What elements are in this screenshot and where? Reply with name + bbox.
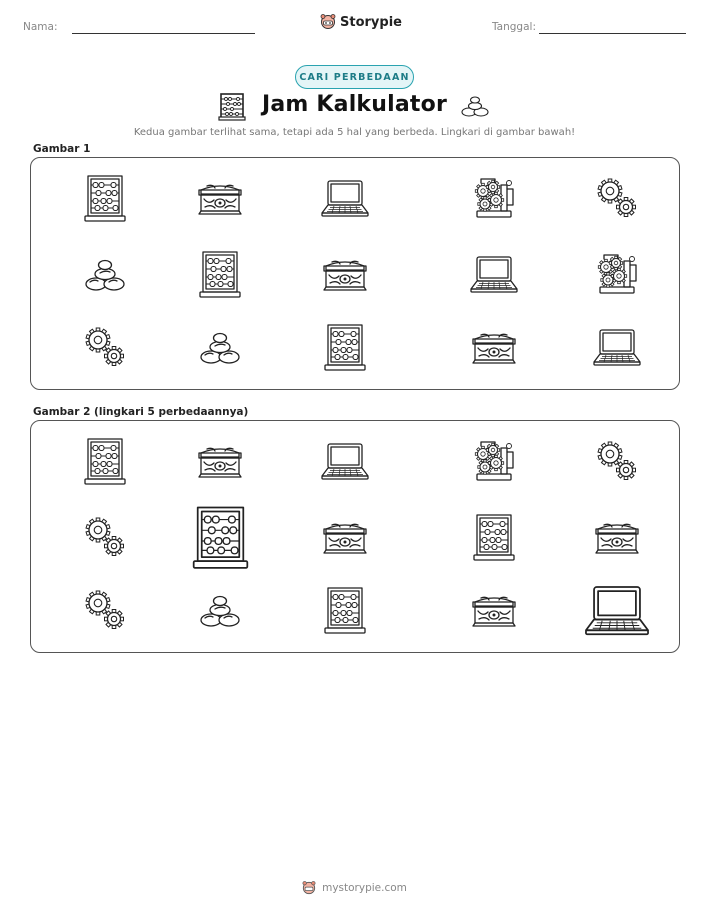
laptop-icon[interactable] — [583, 583, 651, 637]
date-label: Tanggal: — [492, 21, 536, 33]
gears-icon[interactable] — [83, 588, 127, 632]
stones-icon — [460, 94, 490, 118]
gear-machine-icon — [471, 175, 517, 221]
stones-icon[interactable] — [197, 591, 243, 629]
picture-2-label: Gambar 2 (lingkari 5 perbedaannya) — [33, 406, 249, 418]
laptop-icon[interactable] — [320, 441, 370, 481]
footer-url[interactable]: mystorypie.com — [322, 882, 407, 894]
abacus-icon — [83, 173, 127, 223]
abacus-icon[interactable] — [191, 503, 250, 571]
ornate-box-icon — [320, 256, 370, 292]
name-field[interactable] — [72, 33, 255, 34]
abacus-icon — [198, 249, 242, 299]
abacus-icon[interactable] — [323, 585, 367, 635]
ornate-box-icon[interactable] — [592, 519, 642, 555]
brand-name: Storypie — [340, 14, 402, 30]
activity-badge: CARI PERBEDAAN — [295, 65, 414, 89]
name-label: Nama: — [23, 21, 58, 33]
ornate-box-icon — [195, 180, 245, 216]
picture-2-panel[interactable] — [30, 420, 680, 653]
laptop-icon — [592, 327, 642, 367]
brand-logo — [320, 13, 402, 31]
gear-machine-icon — [594, 251, 640, 297]
storypie-mascot-icon — [320, 13, 336, 31]
ornate-box-icon[interactable] — [320, 519, 370, 555]
footer — [0, 880, 709, 896]
gears-icon — [83, 325, 127, 369]
ornate-box-icon[interactable] — [469, 592, 519, 628]
stones-icon — [82, 255, 128, 293]
stones-icon — [197, 328, 243, 366]
ornate-box-icon — [469, 329, 519, 365]
laptop-icon — [320, 178, 370, 218]
page-title: Jam Kalkulator — [261, 92, 447, 117]
laptop-icon — [469, 254, 519, 294]
ornate-box-icon[interactable] — [195, 443, 245, 479]
gears-icon[interactable] — [83, 515, 127, 559]
instruction-text: Kedua gambar terlihat sama, tetapi ada 5 hal yang berbeda. Lingkari di gambar bawah! — [133, 127, 576, 138]
picture-1-panel — [30, 157, 680, 390]
picture-1-label: Gambar 1 — [33, 143, 91, 155]
storypie-mascot-icon — [302, 880, 316, 896]
gear-machine-icon[interactable] — [471, 438, 517, 484]
abacus-icon[interactable] — [472, 512, 516, 562]
gears-icon — [595, 176, 639, 220]
gears-icon[interactable] — [595, 439, 639, 483]
abacus-icon — [323, 322, 367, 372]
abacus-icon[interactable] — [83, 436, 127, 486]
date-field[interactable] — [539, 33, 686, 34]
